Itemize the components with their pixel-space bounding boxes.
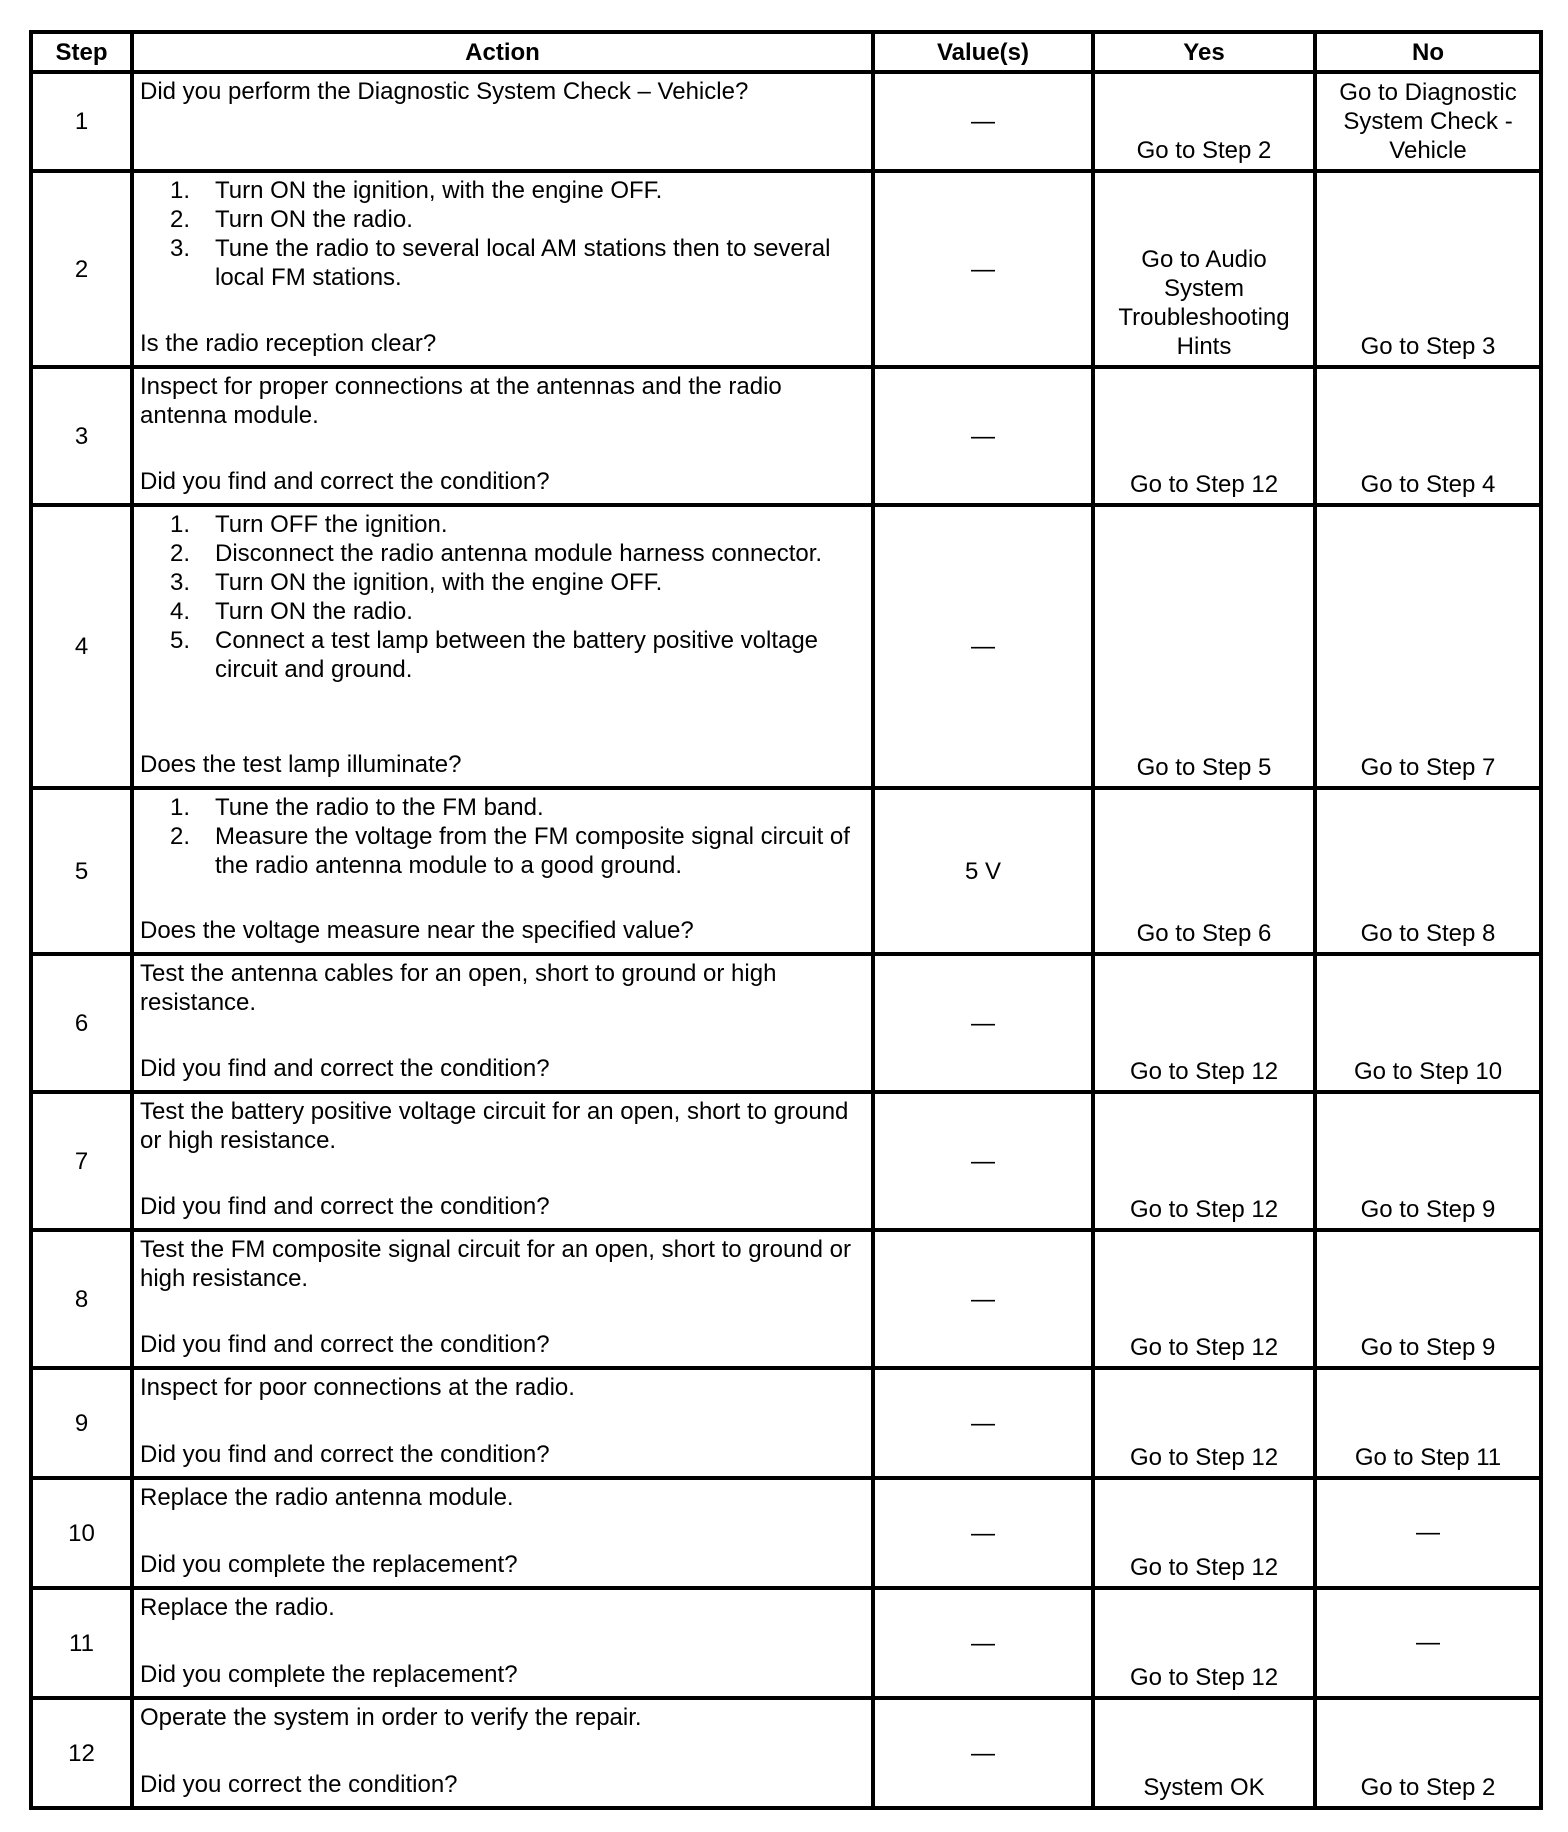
- action-step-text: Connect a test lamp between the battery positive voltage circuit and ground.: [215, 627, 819, 683]
- action-step-number: 4.: [169, 598, 190, 625]
- action-step-text: Tune the radio to the FM band.: [215, 794, 544, 821]
- step-number: 3: [31, 367, 132, 505]
- action-question: Does the test lamp illuminate?: [140, 751, 462, 778]
- action-question: Did you find and correct the condition?: [140, 1441, 550, 1468]
- table-row: [31, 1368, 1541, 1478]
- action-instruction: Inspect for proper connections at the antennas and the radio antenna module.: [140, 373, 782, 429]
- action-step-text: Tune the radio to several local AM stations then to several local FM stations.: [215, 235, 831, 291]
- action-question: Did you correct the condition?: [140, 1771, 458, 1798]
- header-step: Step: [31, 32, 132, 72]
- header-action: Action: [132, 32, 873, 72]
- value-cell: —: [873, 1092, 1093, 1230]
- action-instruction: Replace the radio.: [140, 1594, 335, 1621]
- yes-result: Go to Step 12: [1093, 1588, 1315, 1698]
- no-result: Go to Step 9: [1315, 1230, 1541, 1368]
- action-question: Did you find and correct the condition?: [140, 468, 550, 495]
- action-cell: [132, 1092, 873, 1230]
- no-result: —: [1315, 1478, 1541, 1588]
- action-step-text: Disconnect the radio antenna module harness connector.: [215, 540, 823, 567]
- action-instruction: Did you perform the Diagnostic System Check – Vehicle?: [140, 78, 749, 105]
- action-instruction: Operate the system in order to verify the repair.: [140, 1704, 642, 1731]
- action-step-item: [140, 510, 865, 539]
- value-cell: —: [873, 1368, 1093, 1478]
- action-cell: [132, 505, 873, 788]
- action-step-item: [140, 568, 865, 597]
- table-row: [31, 1230, 1541, 1368]
- yes-result: Go to Audio System Troubleshooting Hints: [1093, 171, 1315, 367]
- action-cell: [132, 954, 873, 1092]
- action-step-item: [140, 539, 865, 568]
- step-number: 6: [31, 954, 132, 1092]
- action-step-number: 2.: [169, 540, 190, 567]
- value-cell: —: [873, 72, 1093, 171]
- action-step-number: 3.: [169, 569, 190, 596]
- yes-result: Go to Step 12: [1093, 1092, 1315, 1230]
- action-steps-list: [140, 793, 865, 880]
- yes-result: Go to Step 5: [1093, 505, 1315, 788]
- action-step-number: 2.: [169, 823, 190, 850]
- action-question: Does the voltage measure near the specified value?: [140, 917, 694, 944]
- value-cell: —: [873, 1230, 1093, 1368]
- action-step-item: [140, 626, 865, 684]
- action-cell: [132, 1368, 873, 1478]
- no-result: Go to Step 10: [1315, 954, 1541, 1092]
- yes-result: System OK: [1093, 1698, 1315, 1808]
- table-row: [31, 788, 1541, 954]
- yes-result: Go to Step 12: [1093, 1368, 1315, 1478]
- yes-result: Go to Step 12: [1093, 954, 1315, 1092]
- value-cell: —: [873, 1588, 1093, 1698]
- no-result: Go to Step 4: [1315, 367, 1541, 505]
- action-step-text: Turn ON the ignition, with the engine OFF.: [215, 569, 663, 596]
- action-question: Did you find and correct the condition?: [140, 1055, 550, 1082]
- action-step-text: Turn ON the radio.: [215, 598, 413, 625]
- action-question: Did you complete the replacement?: [140, 1661, 518, 1688]
- action-question: Did you complete the replacement?: [140, 1551, 518, 1578]
- action-question: Did you find and correct the condition?: [140, 1193, 550, 1220]
- action-cell: [132, 171, 873, 367]
- no-result: Go to Step 11: [1315, 1368, 1541, 1478]
- action-instruction: Test the antenna cables for an open, short to ground or high resistance.: [140, 960, 777, 1016]
- no-result: Go to Step 2: [1315, 1698, 1541, 1808]
- value-cell: —: [873, 954, 1093, 1092]
- step-number: 11: [31, 1588, 132, 1698]
- action-step-number: 1.: [169, 177, 190, 204]
- value-cell: 5 V: [873, 788, 1093, 954]
- value-cell: —: [873, 505, 1093, 788]
- step-number: 9: [31, 1368, 132, 1478]
- table-row: [31, 1092, 1541, 1230]
- no-result: Go to Step 7: [1315, 505, 1541, 788]
- step-number: 4: [31, 505, 132, 788]
- action-instruction: Replace the radio antenna module.: [140, 1484, 514, 1511]
- value-cell: —: [873, 1698, 1093, 1808]
- action-cell: [132, 72, 873, 171]
- action-cell: [132, 1698, 873, 1808]
- step-number: 8: [31, 1230, 132, 1368]
- action-instruction: Test the FM composite signal circuit for an open, short to ground or high resistance.: [140, 1236, 852, 1292]
- no-result: —: [1315, 1588, 1541, 1698]
- action-step-number: 2.: [169, 206, 190, 233]
- step-number: 2: [31, 171, 132, 367]
- action-step-item: [140, 205, 865, 234]
- header-yes: Yes: [1093, 32, 1315, 72]
- step-number: 7: [31, 1092, 132, 1230]
- action-cell: [132, 1230, 873, 1368]
- header-row: [31, 32, 1541, 72]
- action-instruction: Inspect for poor connections at the radio.: [140, 1374, 575, 1401]
- yes-result: Go to Step 12: [1093, 1478, 1315, 1588]
- action-step-number: 3.: [169, 235, 190, 262]
- table-row: [31, 72, 1541, 171]
- action-step-item: [140, 176, 865, 205]
- action-step-text: Turn OFF the ignition.: [215, 511, 448, 538]
- table-row: [31, 1478, 1541, 1588]
- yes-result: Go to Step 12: [1093, 367, 1315, 505]
- table-row: [31, 171, 1541, 367]
- action-cell: [132, 788, 873, 954]
- table-row: [31, 505, 1541, 788]
- step-number: 5: [31, 788, 132, 954]
- value-cell: —: [873, 1478, 1093, 1588]
- table-row: [31, 1588, 1541, 1698]
- no-result: Go to Diagnostic System Check - Vehicle: [1315, 72, 1541, 171]
- action-steps-list: [140, 510, 865, 684]
- action-step-text: Measure the voltage from the FM composite signal circuit of the radio antenna module to a good ground.: [215, 823, 850, 879]
- action-step-number: 5.: [169, 627, 190, 654]
- step-number: 12: [31, 1698, 132, 1808]
- table-row: [31, 1698, 1541, 1808]
- action-cell: [132, 1478, 873, 1588]
- yes-result: Go to Step 12: [1093, 1230, 1315, 1368]
- table-row: [31, 367, 1541, 505]
- yes-result: Go to Step 6: [1093, 788, 1315, 954]
- action-step-text: Turn ON the radio.: [215, 206, 413, 233]
- action-question: Did you find and correct the condition?: [140, 1331, 550, 1358]
- action-instruction: Test the battery positive voltage circuit for an open, short to ground or high resistance.: [140, 1098, 849, 1154]
- table-body: [31, 72, 1541, 1808]
- value-cell: —: [873, 367, 1093, 505]
- step-number: 1: [31, 72, 132, 171]
- header-values: Value(s): [873, 32, 1093, 72]
- action-step-text: Turn ON the ignition, with the engine OFF.: [215, 177, 663, 204]
- action-step-number: 1.: [169, 794, 190, 821]
- no-result: Go to Step 9: [1315, 1092, 1541, 1230]
- header-no: No: [1315, 32, 1541, 72]
- action-question: Is the radio reception clear?: [140, 330, 437, 357]
- value-cell: —: [873, 171, 1093, 367]
- step-number: 10: [31, 1478, 132, 1588]
- table-row: [31, 954, 1541, 1092]
- yes-result: Go to Step 2: [1093, 72, 1315, 171]
- action-step-number: 1.: [169, 511, 190, 538]
- diagnostic-table-wrapper: [29, 30, 1539, 1810]
- action-steps-list: [140, 176, 865, 292]
- diagnostic-table: [29, 30, 1543, 1810]
- action-step-item: [140, 234, 865, 292]
- action-step-item: [140, 597, 865, 626]
- no-result: Go to Step 8: [1315, 788, 1541, 954]
- action-cell: [132, 367, 873, 505]
- action-step-item: [140, 793, 865, 822]
- no-result: Go to Step 3: [1315, 171, 1541, 367]
- action-cell: [132, 1588, 873, 1698]
- action-step-item: [140, 822, 865, 880]
